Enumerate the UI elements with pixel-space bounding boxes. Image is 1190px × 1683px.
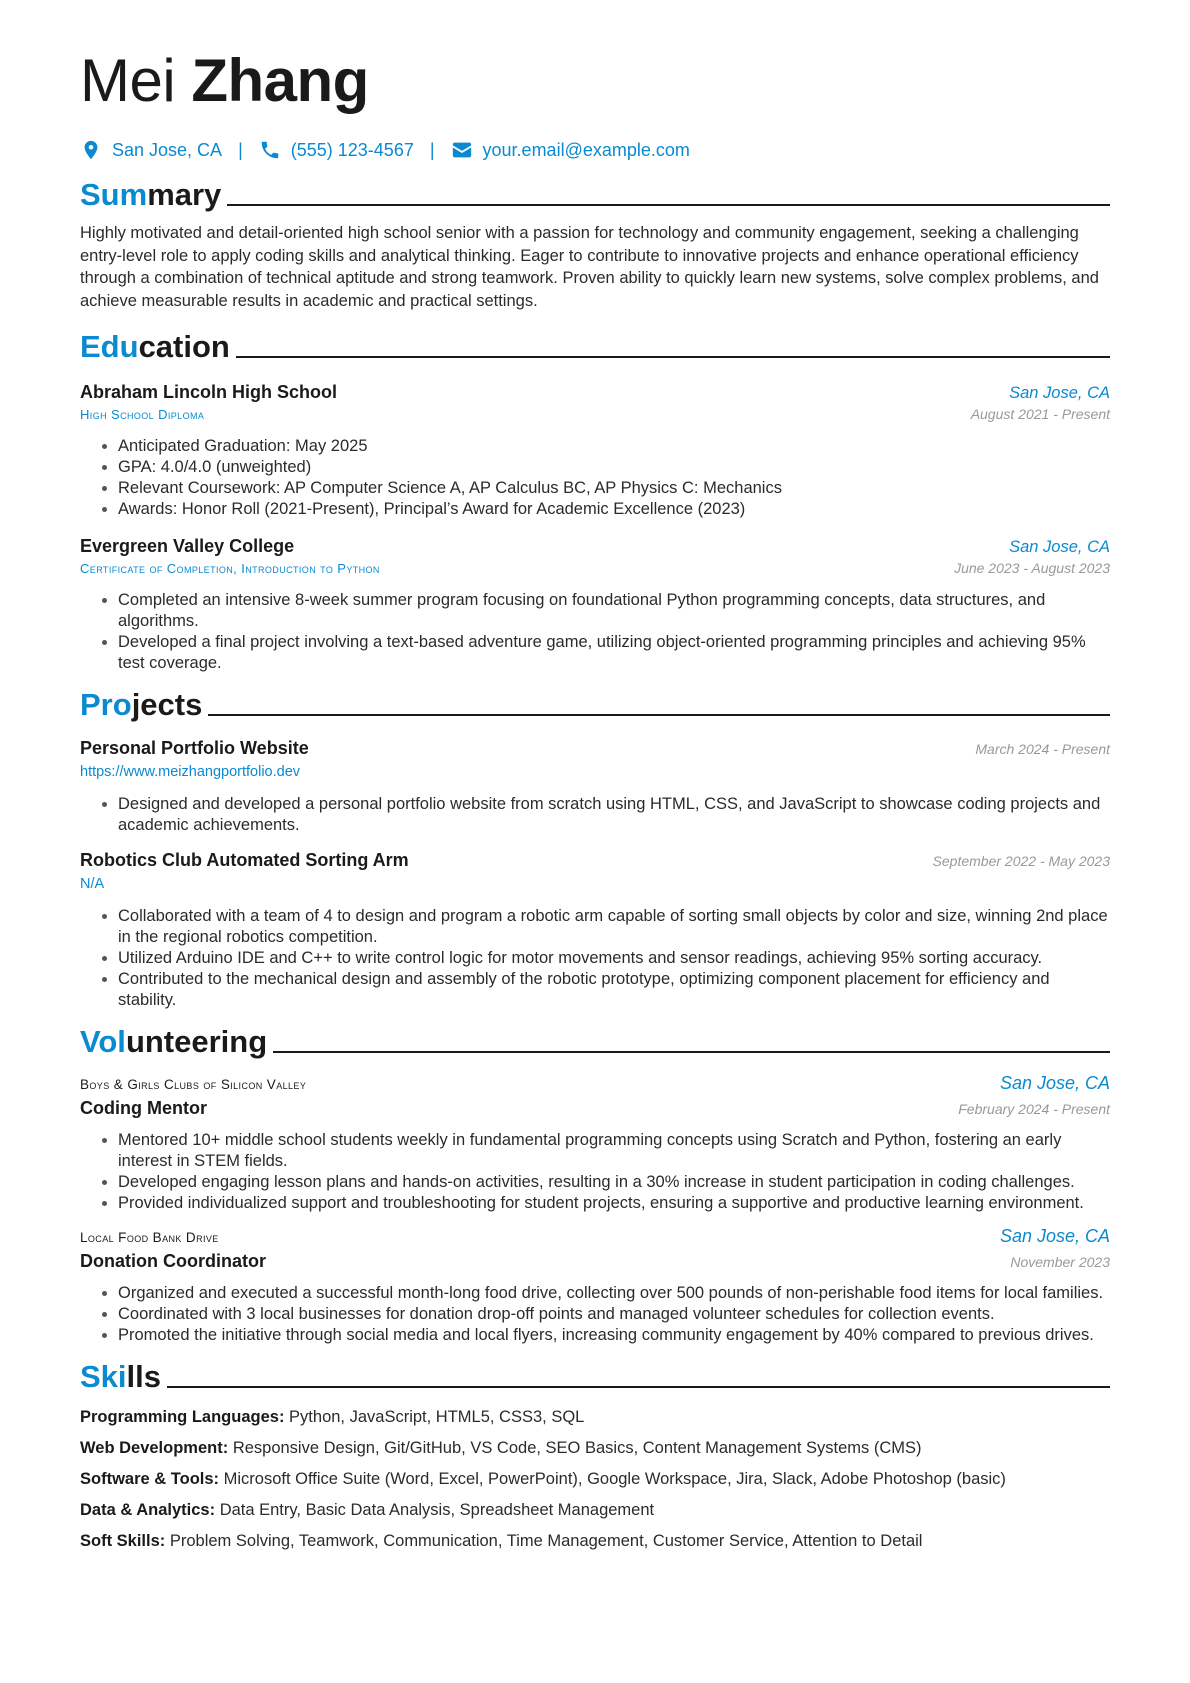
skill-label: Data & Analytics: — [80, 1501, 216, 1519]
contact-phone[interactable] — [259, 139, 414, 161]
volunteering-entry — [80, 1226, 1110, 1346]
list-item: • Relevant Coursework: AP Computer Science A, AP Calculus BC, AP Physics C: Mechanics — [118, 478, 1110, 499]
bullet-list — [80, 794, 1110, 836]
section-divider — [273, 1051, 1110, 1053]
skills-title: Skills — [80, 1359, 161, 1394]
projects-title: Projects — [80, 687, 203, 722]
section-divider — [227, 204, 1110, 206]
skill-row — [80, 1468, 1110, 1490]
organization-name: Local Food Bank Drive — [80, 1230, 219, 1245]
project-link[interactable]: https://www.meizhangportfolio.dev — [80, 764, 301, 780]
skill-value: Microsoft Office Suite (Word, Excel, PowerPoint), Google Workspace, Jira, Slack, Adobe Photoshop (basic) — [223, 1470, 1006, 1488]
project-name: Robotics Club Automated Sorting Arm — [80, 850, 409, 870]
bullet-list — [80, 1283, 1110, 1346]
entry-date: November 2023 — [1010, 1254, 1110, 1270]
education-entry — [80, 534, 1110, 674]
list-item: • GPA: 4.0/4.0 (unweighted) — [118, 457, 1110, 478]
skill-value: Problem Solving, Teamwork, Communication, Time Management, Customer Service, Attention to Detail — [169, 1532, 923, 1550]
contact-separator: | — [429, 139, 435, 160]
list-item: • Mentored 10+ middle school students weekly in fundamental programming concepts using Scratch and Python, fostering an early interest in STEM fields. — [118, 1130, 1110, 1172]
entry-date: February 2024 - Present — [958, 1101, 1110, 1117]
map-pin-icon — [80, 139, 102, 161]
education-entry — [80, 380, 1110, 520]
envelope-icon — [451, 139, 473, 161]
entry-location: San Jose, CA — [1009, 384, 1110, 402]
list-item: • Utilized Arduino IDE and C++ to write control logic for motor movements and sensor readings, achieving 95% sorting accuracy. — [118, 948, 1110, 969]
volunteering-section-header — [80, 1019, 1110, 1059]
list-item: • Completed an intensive 8-week summer program focusing on foundational Python programming concepts, data structures, and algorithms. — [118, 590, 1110, 632]
list-item: • Designed and developed a personal portfolio website from scratch using HTML, CSS, and JavaScript to showcase coding projects and academic achievements. — [118, 794, 1110, 836]
contact-bar — [80, 136, 1110, 164]
bullet-list — [80, 906, 1110, 1011]
summary-title: Summary — [80, 177, 222, 212]
location-text: San Jose, CA — [112, 139, 223, 160]
entry-date: June 2023 - August 2023 — [954, 560, 1110, 576]
education-section-header — [80, 324, 1110, 364]
contact-separator: | — [238, 139, 243, 160]
skill-label: Soft Skills: — [80, 1532, 166, 1550]
project-name: Personal Portfolio Website — [80, 738, 309, 758]
list-item: • Anticipated Graduation: May 2025 — [118, 436, 1110, 457]
list-item: • Promoted the initiative through social media and local flyers, increasing community engagement by 40% compared to previous drives. — [118, 1325, 1110, 1346]
list-item: • Organized and executed a successful month-long food drive, collecting over 500 pounds of non-perishable food items for local families. — [118, 1283, 1110, 1304]
email-link: your.email@example.com — [482, 139, 690, 160]
bullet-list — [80, 436, 1110, 520]
school-name: Evergreen Valley College — [80, 536, 295, 556]
contact-email[interactable] — [451, 139, 690, 161]
first-name: Mei — [80, 47, 176, 114]
organization-name: Boys & Girls Clubs of Silicon Valley — [80, 1077, 307, 1092]
entry-date: March 2024 - Present — [975, 741, 1110, 757]
volunteering-entry — [80, 1073, 1110, 1214]
project-entry — [80, 848, 1110, 1011]
skill-row — [80, 1530, 1110, 1552]
bullet-list — [80, 590, 1110, 674]
contact-location — [80, 139, 222, 161]
list-item: • Awards: Honor Roll (2021-Present), Principal’s Award for Academic Excellence (2023) — [118, 499, 1110, 520]
section-divider — [236, 356, 1110, 358]
role-title: Coding Mentor — [80, 1098, 207, 1118]
list-item: • Provided individualized support and troubleshooting for student projects, ensuring a supportive and productive learning environment. — [118, 1193, 1110, 1214]
entry-location: San Jose, CA — [999, 1226, 1110, 1246]
education-title: Education — [80, 329, 230, 364]
role-title: Donation Coordinator — [80, 1251, 266, 1271]
skill-label: Web Development: — [80, 1439, 229, 1457]
projects-section-header — [80, 682, 1110, 722]
last-name: Zhang — [191, 47, 369, 114]
skills-section-header — [80, 1354, 1110, 1394]
list-item: • Coordinated with 3 local businesses for donation drop-off points and managed volunteer schedules for collection events. — [118, 1304, 1110, 1325]
entry-location: San Jose, CA — [999, 1073, 1110, 1093]
skill-label: Software & Tools: — [80, 1470, 220, 1488]
bullet-list — [80, 1130, 1110, 1214]
skill-label: Programming Languages: — [80, 1408, 285, 1426]
skill-row — [80, 1437, 1110, 1459]
project-link: N/A — [80, 876, 105, 892]
summary-text: Highly motivated and detail-oriented high school senior with a passion for technology and community engagement, seeking a challenging entry-level role to apply coding skills and analytical thinking. Eager to contribute to innovative projects and enhance operational efficiency through a combination of technical aptitude and strong teamwork. Proven ability to quickly learn new systems, solve complex problems, and achieve measurable results in academic and practical settings. — [80, 224, 1099, 310]
full-name — [80, 40, 1110, 122]
entry-location: San Jose, CA — [1009, 538, 1110, 556]
list-item: • Collaborated with a team of 4 to design and program a robotic arm capable of sorting small objects by color and size, winning 2nd place in the regional robotics competition. — [118, 906, 1110, 948]
section-divider — [167, 1386, 1110, 1388]
summary-section-header — [80, 172, 1110, 212]
project-entry — [80, 736, 1110, 836]
volunteering-title: Volunteering — [80, 1024, 268, 1059]
skills-list — [80, 1406, 1110, 1552]
section-divider — [208, 714, 1110, 716]
skill-value: Responsive Design, Git/GitHub, VS Code, SEO Basics, Content Management Systems (CMS) — [232, 1439, 922, 1457]
degree-name: High School Diploma — [80, 407, 205, 422]
skill-value: Data Entry, Basic Data Analysis, Spreadsheet Management — [219, 1501, 655, 1519]
phone-text: (555) 123-4567 — [290, 139, 414, 160]
degree-name: Certificate of Completion, Introduction to Python — [80, 561, 380, 576]
entry-date: August 2021 - Present — [970, 406, 1110, 422]
skill-value: Python, JavaScript, HTML5, CSS3, SQL — [289, 1408, 585, 1426]
entry-date: September 2022 - May 2023 — [932, 853, 1110, 869]
list-item: • Developed engaging lesson plans and hands-on activities, resulting in a 30% increase in student participation in coding challenges. — [118, 1172, 1110, 1193]
skill-row — [80, 1499, 1110, 1521]
list-item: • Developed a final project involving a text-based adventure game, utilizing object-oriented programming principles and achieving 95% test coverage. — [118, 632, 1110, 674]
skill-row — [80, 1406, 1110, 1428]
school-name: Abraham Lincoln High School — [80, 382, 338, 402]
phone-icon — [259, 139, 281, 161]
list-item: • Contributed to the mechanical design and assembly of the robotic prototype, optimizing component placement for efficiency and stability. — [118, 969, 1110, 1011]
